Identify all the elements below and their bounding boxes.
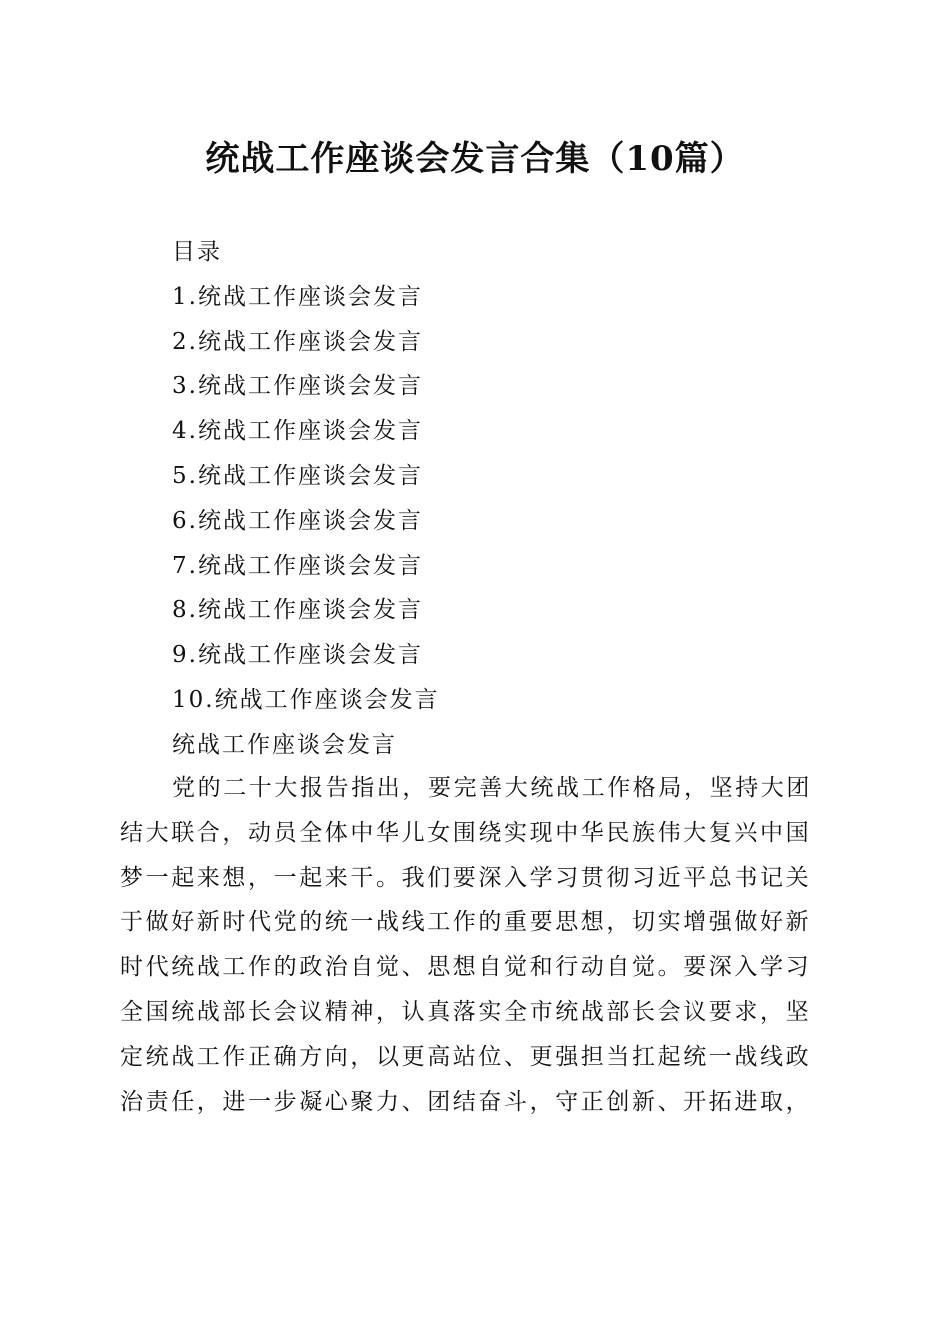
- toc-item: 6.统战工作座谈会发言: [172, 507, 423, 534]
- toc-item: 4.统战工作座谈会发言: [172, 418, 423, 445]
- toc-item: 5.统战工作座谈会发言: [172, 462, 423, 489]
- toc-item: 8.统战工作座谈会发言: [172, 597, 423, 624]
- document-title: 统战工作座谈会发言合集（10篇）: [205, 139, 745, 179]
- toc-item: 10.统战工作座谈会发言: [172, 686, 440, 713]
- toc-item: 7.统战工作座谈会发言: [172, 552, 423, 579]
- paragraph-line: 定统战工作正确方向，以更高站位、更强担当扛起统一战线政: [120, 1043, 812, 1070]
- toc-item: 1.统战工作座谈会发言: [172, 283, 423, 310]
- table-of-contents: [172, 230, 832, 768]
- body-paragraph: [120, 766, 832, 1124]
- paragraph-line: 梦一起来想，一起来干。我们要深入学习贯彻习近平总书记关: [120, 864, 812, 891]
- toc-item: 3.统战工作座谈会发言: [172, 373, 423, 400]
- toc-item: 9.统战工作座谈会发言: [172, 642, 423, 669]
- paragraph-line: 治责任，进一步凝心聚力、团结奋斗，守正创新、开拓进取，: [120, 1088, 812, 1115]
- paragraph-line: 党的二十大报告指出，要完善大统战工作格局，坚持大团: [172, 775, 812, 801]
- paragraph-line: 于做好新时代党的统一战线工作的重要思想，切实增强做好新: [120, 909, 812, 936]
- toc-heading: 目录: [172, 239, 222, 265]
- paragraph-line: 时代统战工作的政治自觉、思想自觉和行动自觉。要深入学习: [120, 954, 812, 981]
- paragraph-line: 全国统战部长会议精神，认真落实全市统战部长会议要求，坚: [120, 998, 812, 1025]
- paragraph-line: 结大联合，动员全体中华儿女围绕实现中华民族伟大复兴中国: [120, 819, 812, 846]
- toc-item: 2.统战工作座谈会发言: [172, 328, 423, 355]
- section-title: 统战工作座谈会发言: [172, 731, 397, 758]
